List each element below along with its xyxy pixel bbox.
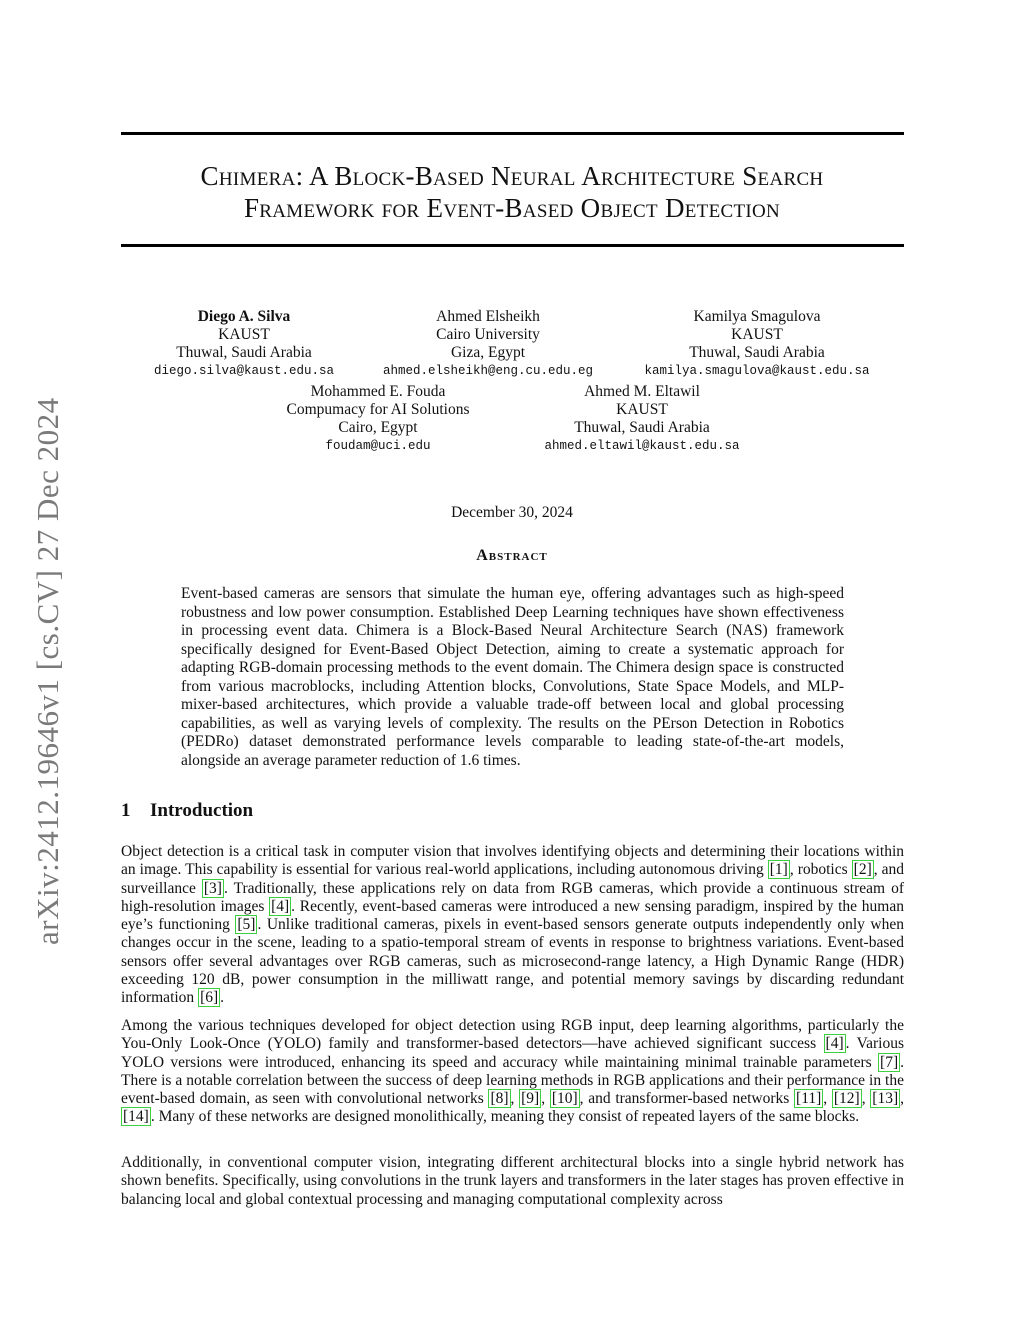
title-line-1: Chimera: A Block-Based Neural Architecture Search [200, 161, 824, 191]
author-location: Thuwal, Saudi Arabia [574, 419, 710, 436]
text-run: , and surveillance [121, 861, 904, 897]
citation-link[interactable]: [10] [551, 1090, 578, 1108]
section-title: Introduction [150, 800, 254, 821]
title-rule-bottom [121, 244, 904, 247]
citation-link[interactable]: [9] [521, 1090, 540, 1108]
text-run: Object detection is a critical task in computer vision that involves identifying objects and determining their locations within an image. This capability is essential for various real-world applications, including autonomous driving [121, 843, 904, 879]
author-name: Diego A. Silva [197, 308, 291, 325]
citation-link[interactable]: [5] [237, 916, 256, 934]
citation-link[interactable]: [8] [490, 1090, 509, 1108]
author-name: Ahmed M. Eltawil [584, 383, 700, 400]
author-email[interactable]: kamilya.smagulova@kaust.edu.sa [644, 364, 870, 378]
author-block [626, 308, 888, 381]
citation-link[interactable]: [12] [833, 1090, 860, 1108]
text-run: . There is a notable correlation between the success of deep learning methods in RGB applications and their performance in the event-based domain, as seen with convolutional networks [121, 1053, 904, 1108]
author-block [522, 383, 762, 456]
author-email[interactable]: ahmed.eltawil@kaust.edu.sa [544, 439, 740, 453]
section-number: 1 [121, 800, 131, 821]
text-run: , [861, 1090, 871, 1108]
text-run: . [220, 989, 225, 1007]
text-run: , robotics [789, 861, 852, 879]
author-location: Cairo, Egypt [338, 419, 418, 436]
author-block [258, 383, 498, 456]
author-location: Thuwal, Saudi Arabia [689, 344, 825, 361]
text-run: , [823, 1090, 832, 1108]
title-rule-top [121, 132, 904, 135]
text-run: . Traditionally, these applications rely on data from RGB cameras, which provide a continuous stream of high-resolution images [121, 879, 904, 915]
text-run: , [541, 1090, 550, 1108]
author-affiliation: Compumacy for AI Solutions [286, 401, 470, 418]
publication-date: December 30, 2024 [451, 504, 573, 521]
abstract-text: Event-based cameras are sensors that simulate the human eye, offering advantages such as high-speed robustness and low power consumption. Established Deep Learning techniques have shown effectiveness in processing event data. Chimera is a Block-Based Neural Architecture Search (NAS) framework specifically designed for Event-Based Object Detection, aiming to create a systematic approach for adapting RGB-domain processing methods to the event domain. The Chimera design space is constructed from various macroblocks, including Attention blocks, Convolutions, State Space Models, and MLP-mixer-based architectures, which provide a valuable trade-off between local and global processing capabilities, as well as varying levels of complexity. The results on the PErson Detection in Robotics (PEDRo) dataset demonstrated performance levels comparable to leading state-of-the-art models, alongside an average parameter reduction of 1.6 times. [181, 585, 844, 769]
author-location: Giza, Egypt [450, 344, 526, 361]
text-run: , and transformer-based networks [579, 1090, 795, 1108]
citation-link[interactable]: [3] [203, 879, 222, 897]
citation-link[interactable]: [2] [853, 861, 872, 879]
citation-link[interactable]: [4] [825, 1035, 844, 1053]
text-run: . Many of these networks are designed monolithically, meaning they consist of repeated layers of the same blocks. [150, 1108, 860, 1126]
author-name: Mohammed E. Fouda [310, 383, 446, 400]
citation-link[interactable]: [11] [796, 1090, 822, 1108]
intro-paragraph-1 [121, 843, 904, 1008]
author-name: Kamilya Smagulova [693, 308, 821, 325]
author-email[interactable]: foudam@uci.edu [325, 439, 431, 453]
citation-link[interactable]: [13] [872, 1090, 899, 1108]
arxiv-identifier: arXiv:2412.19646v1 [cs.CV] 27 Dec 2024 [30, 397, 65, 945]
text-run: , [510, 1090, 520, 1108]
author-block [360, 308, 616, 381]
author-email[interactable]: ahmed.elsheikh@eng.cu.edu.eg [382, 364, 594, 378]
intro-paragraph-2 [121, 1017, 904, 1127]
citation-link[interactable]: [4] [271, 897, 290, 915]
author-affiliation: Cairo University [436, 326, 540, 343]
text-run: . Unlike traditional cameras, pixels in event-based sensors generate outputs independently only when changes occur in the scene, leading to a spatio-temporal stream of events in response to brightness variations. Event-based sensors offer several advantages over RGB cameras, such as microsecond-range latency, a High Dynamic Range (HDR) exceeding 120 dB, power consumption in the milliwatt range, and potential memory savings by discarding redundant information [121, 916, 905, 1007]
author-location: Thuwal, Saudi Arabia [176, 344, 312, 361]
author-affiliation: KAUST [218, 326, 270, 343]
citation-link[interactable]: [14] [123, 1108, 149, 1126]
author-email[interactable]: diego.silva@kaust.edu.sa [153, 364, 335, 378]
text-run: , [900, 1090, 904, 1108]
abstract-heading: Abstract [476, 547, 548, 564]
author-block [124, 308, 364, 381]
intro-paragraph-3: Additionally, in conventional computer vision, integrating different architectural blocks into a single hybrid network has shown benefits. Specifically, using convolutions in the trunk layers and transformers in the later stages has proven effective in balancing local and global contextual processing and managing computational complexity across [121, 1154, 904, 1208]
text-run: Among the various techniques developed for object detection using RGB input, deep learning algorithms, particularly the You-Only Look-Once (YOLO) family and transformer-based detectors—have achieved significant success [121, 1017, 904, 1053]
paper-title [100, 160, 924, 224]
author-name: Ahmed Elsheikh [436, 308, 540, 325]
citation-link[interactable]: [7] [880, 1053, 899, 1071]
section-heading-introduction [121, 800, 253, 822]
title-line-2: Framework for Event-Based Object Detection [243, 193, 781, 223]
citation-link[interactable]: [6] [200, 989, 219, 1007]
text-run: . Recently, event-based cameras were introduced a new sensing paradigm, inspired by the human eye’s functioning [121, 897, 904, 934]
citation-link[interactable]: [1] [769, 861, 788, 879]
author-affiliation: KAUST [731, 326, 783, 343]
author-affiliation: KAUST [616, 401, 668, 418]
text-run: . Various YOLO versions were introduced, enhancing its speed and accuracy while maintaining minimal trainable parameters [121, 1035, 905, 1071]
